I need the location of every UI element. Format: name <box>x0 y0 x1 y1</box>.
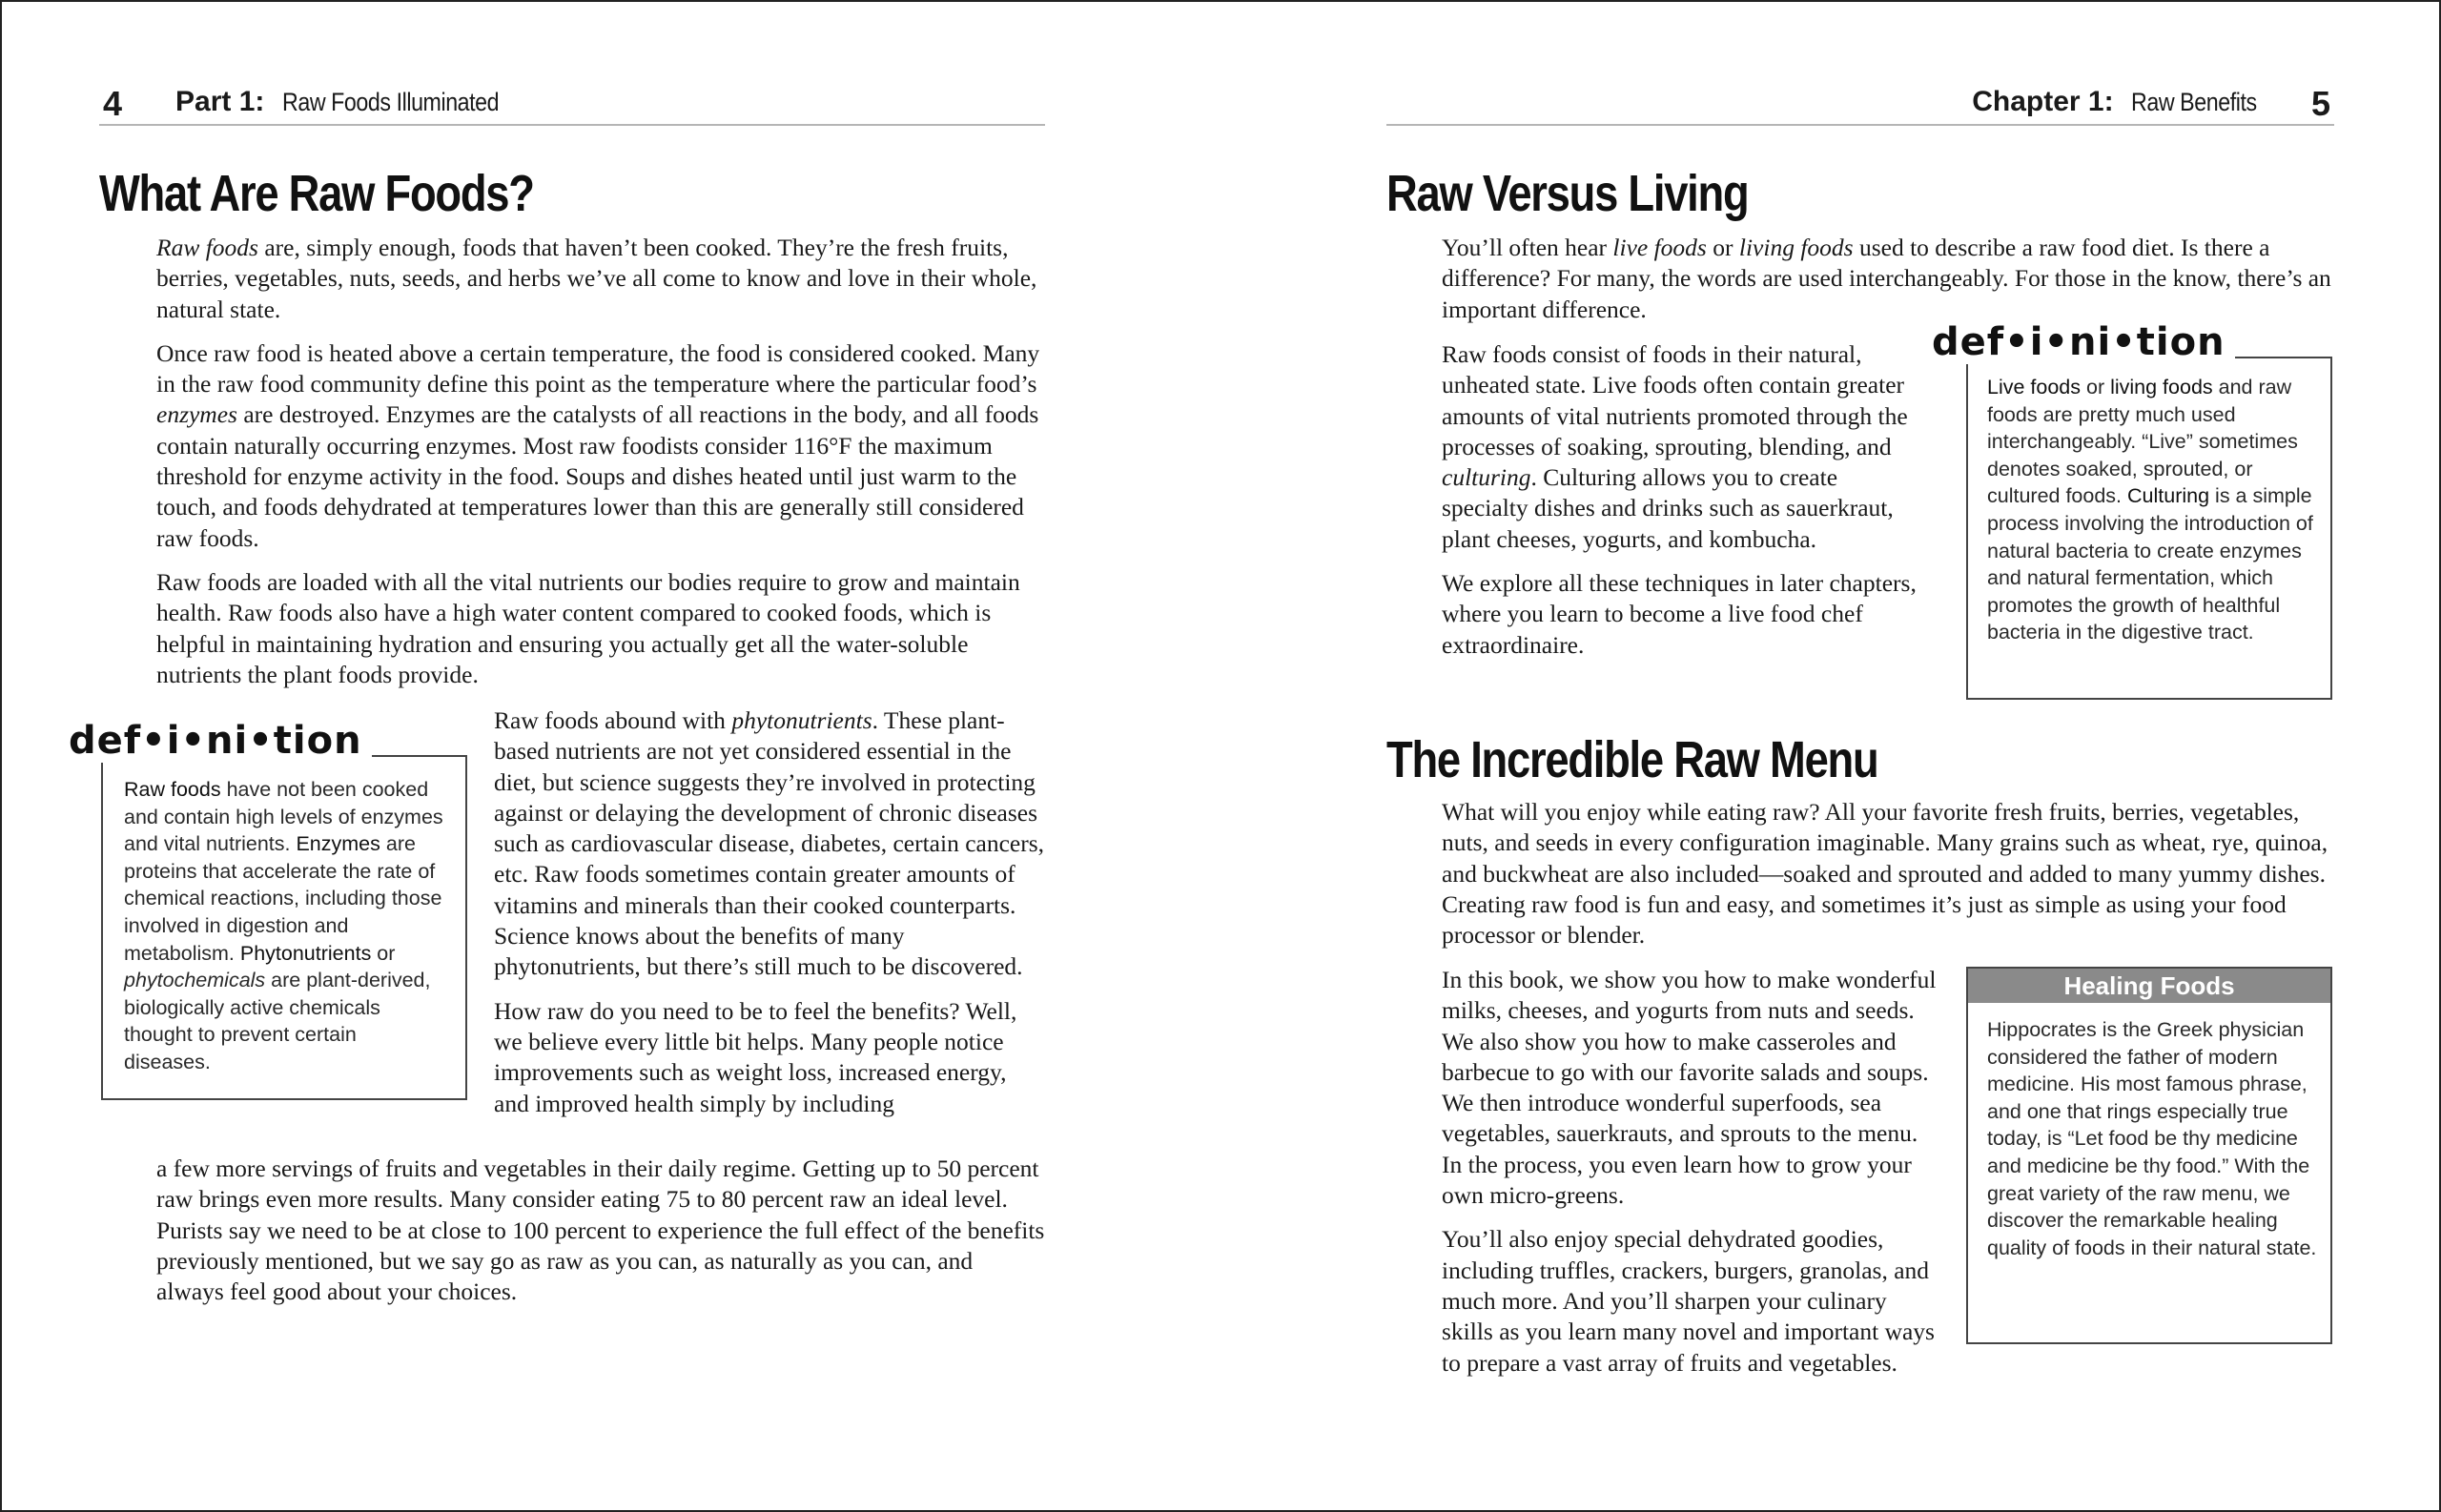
sidebar-title: Healing Foods <box>1968 969 2330 1003</box>
paragraph: Once raw food is heated above a certain temperature, the food is considered cooked. Many in the raw food community define this point as the temperature where the particular food’s enzymes are destroyed. Enzymes are the catalysts of all reactions in the body, and all foods contain naturally occurring enzymes. Most raw foodists consider 116°F the maximum threshold for enzyme activity in the food. Soups and dishes heated until just warm to the touch, and foods dehydrated at temperatures lower than this are generally still considered raw foods. <box>156 338 1040 552</box>
left-column-text <box>494 705 1045 1119</box>
definition-box <box>1966 357 2332 700</box>
heading-incredible-raw-menu: The Incredible Raw Menu <box>1386 731 1878 788</box>
definition-text: Raw foods have not been cooked and contain high levels of enzymes and vital nutrients. Enzymes are proteins that accelerate the rate of chemical reactions, including those involved in digestion and metabolism. Phytonutrients or phytochemicals are plant-derived, biologically active chemicals thought to prevent certain diseases. <box>124 778 443 1073</box>
menu-intro-text <box>1442 797 2332 964</box>
left-bottom-text <box>156 1154 1045 1320</box>
paragraph: What will you enjoy while eating raw? All your favorite fresh fruits, berries, vegetables, nuts, and seeds in every configuration imaginable. Many grains such as wheat, rye, quinoa, and buckwheat are also included—soaked and sprouted and added to many yummy dishes. Creating raw food is fun and easy, and sometimes it’s just as simple as using your food processor or blender. <box>1442 798 2328 950</box>
paragraph: a few more servings of fruits and vegetables in their daily regime. Getting up to 50 percent raw brings even more results. Many consider eating 75 to 80 percent raw an ideal level. Purists say we need to be at close to 100 percent to experience the full effect of the benefits previously mentioned, but we say go as raw as you can, as naturally as you can, and always feel good about your choices. <box>156 1154 1045 1306</box>
chapter-label: Chapter 1: <box>1972 86 2114 117</box>
definition-box <box>101 755 467 1100</box>
left-page-number: 4 <box>103 84 123 123</box>
left-running-header <box>99 80 1045 126</box>
part-title: Raw Foods Illuminated <box>281 88 499 116</box>
paragraph: Raw foods are loaded with all the vital nutrients our bodies require to grow and maintain health. Raw foods also have a high water content compared to cooked foods, which is helpful in maintaining hydration and ensuring you actually get all the water-soluble nutrients the plant foods provide. <box>156 567 1020 688</box>
part-label: Part 1: <box>175 86 265 117</box>
right-page <box>1220 0 2441 1512</box>
paragraph: We explore all these techniques in later chapters, where you learn to become a live food chef extraordinaire. <box>1442 569 1917 659</box>
sidebar-text: Hippocrates is the Greek physician considered the father of modern medicine. His most famous phrase, and one that rings especially true today, is “Let food be thy medicine and medicine be thy food.” With the great variety of the raw menu, we discover the remarkable healing quality of foods in their natural state. <box>1987 1018 2317 1259</box>
definition-title: def•i•ni•tion <box>69 719 372 763</box>
left-intro-text <box>156 233 1045 704</box>
paragraph: Raw foods are, simply enough, foods that haven’t been cooked. They’re the fresh fruits, berries, vegetables, nuts, seeds, and herbs we’ve all come to know and love in their whole, natural state. <box>156 234 1037 323</box>
paragraph: Raw foods abound with phytonutrients. These plant-based nutrients are not yet considered essential in the diet, but science suggests they’re involved in protecting against or delaying the development of chronic diseases such as cardiovascular disease, diabetes, certain cancers, etc. Raw foods sometimes contain greater amounts of vitamins and minerals than their cooked counterparts. Science knows about the benefits of many phytonutrients, but there’s still much to be discovered. <box>494 706 1045 981</box>
menu-column-text <box>1442 965 1938 1392</box>
definition-title: def•i•ni•tion <box>1932 320 2235 364</box>
definition-text: Live foods or living foods and raw foods are pretty much used interchangeably. “Live” sometimes denotes soaked, sprouted, or cultured foods. Culturing is a simple process involving the introduction of natural bacteria to create enzymes and natural fermentation, which promotes the growth of healthful bacteria in the digestive tract. <box>1987 376 2313 644</box>
chapter-title: Raw Benefits <box>2130 88 2257 116</box>
right-page-number: 5 <box>2310 84 2330 123</box>
right-column-text <box>1442 339 1918 674</box>
right-running-header <box>1386 80 2334 126</box>
paragraph: Raw foods consist of foods in their natural, unheated state. Live foods often contain greater amounts of vital nutrients promoted through the processes of soaking, sprouting, blending, and culturing. Culturing allows you to create specialty dishes and drinks such as sauerkraut, plant cheeses, yogurts, and kombucha. <box>1442 340 1908 553</box>
paragraph: You’ll often hear live foods or living foods used to describe a raw food diet. Is there a difference? For many, the words are used interchangeably. For those in the know, there’s an important difference. <box>1442 234 2331 323</box>
heading-what-are-raw-foods: What Are Raw Foods? <box>99 165 534 222</box>
paragraph: How raw do you need to be to feel the benefits? Well, we believe every little bit helps. Many people notice improvements such as weight loss, increased energy, and improved health simply by including <box>494 996 1017 1117</box>
left-page <box>0 0 1220 1512</box>
paragraph: In this book, we show you how to make wonderful milks, cheeses, and yogurts from nuts and seeds. We also show you how to make casseroles and barbecue to go with our favorite salads and soups. We then introduce wonderful superfoods, sea vegetables, sauerkrauts, and sprouts to the menu. In the process, you even learn how to grow your own micro-greens. <box>1442 966 1937 1210</box>
healing-foods-sidebar <box>1966 967 2332 1344</box>
paragraph: You’ll also enjoy special dehydrated goodies, including truffles, crackers, burgers, granolas, and much more. And you’ll sharpen your culinary skills as you learn many novel and important ways to prepare a vast array of fruits and vegetables. <box>1442 1225 1935 1377</box>
heading-raw-versus-living: Raw Versus Living <box>1386 165 1749 222</box>
